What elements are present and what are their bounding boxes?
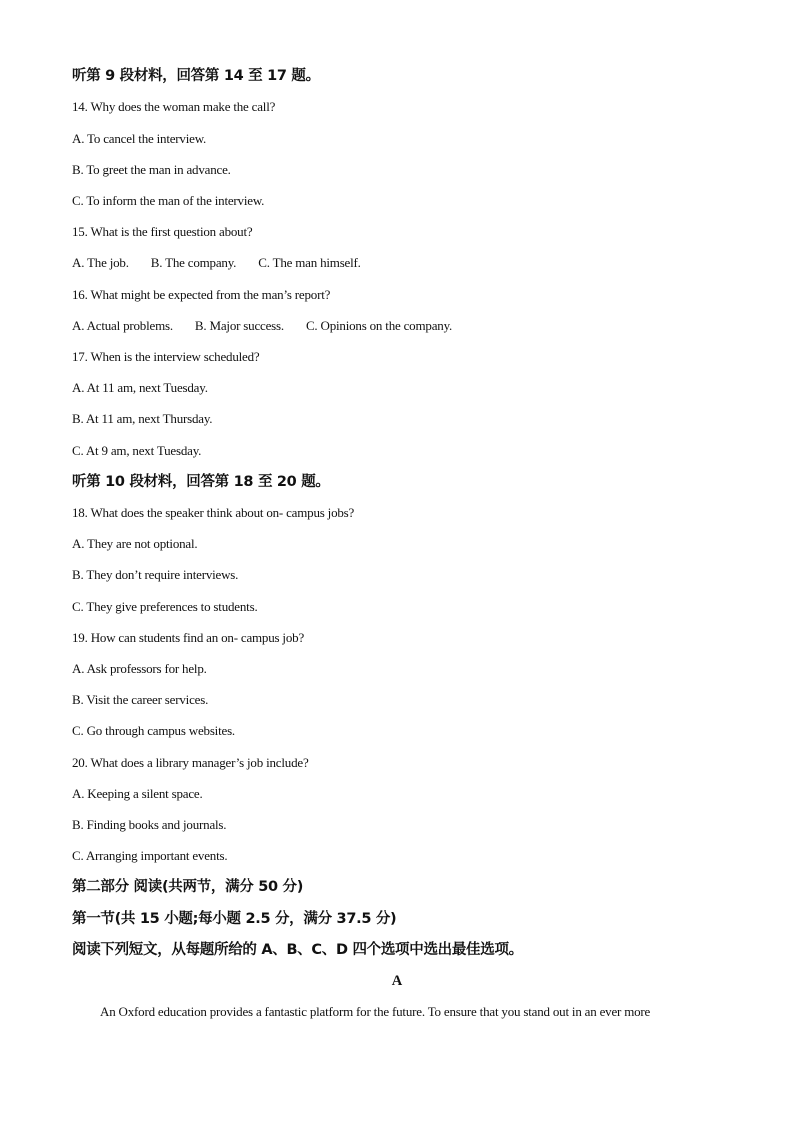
- part-2-heading: 第二部分 阅读(共两节，满分 50 分): [72, 879, 304, 895]
- question-16-option-b: B. Major success.: [194, 318, 284, 333]
- question-17-option-b: B. At 11 am, next Thursday.: [72, 411, 213, 426]
- reading-instruction: 阅读下列短文，从每题所给的 A、B、C、D 四个选项中选出最佳选项。: [72, 942, 523, 958]
- question-19-option-a: A. Ask professors for help.: [72, 661, 207, 676]
- section-1-heading: 第一节(共 15 小题;每小题 2.5 分，满分 37.5 分): [72, 911, 397, 927]
- question-17-option-a: A. At 11 am, next Tuesday.: [72, 380, 208, 395]
- question-16-option-a: A. Actual problems.: [72, 318, 173, 333]
- question-15-options: [72, 255, 361, 271]
- question-15-option-c: C. The man himself.: [258, 255, 361, 270]
- question-16-options: [72, 318, 452, 334]
- question-14-option-a: A. To cancel the interview.: [72, 131, 207, 146]
- question-19-stem: 19. How can students find an on- campus job?: [72, 630, 305, 645]
- question-18-option-a: A. They are not optional.: [72, 536, 198, 551]
- question-16-stem: 16. What might be expected from the man’s report?: [72, 287, 331, 302]
- question-20-option-c: C. Arranging important events.: [72, 848, 228, 863]
- question-14-stem: 14. Why does the woman make the call?: [72, 99, 276, 114]
- passage-title: A: [391, 973, 403, 989]
- question-20-stem: 20. What does a library manager’s job include?: [72, 755, 309, 770]
- question-16-option-c: C. Opinions on the company.: [305, 318, 453, 333]
- question-20-option-b: B. Finding books and journals.: [72, 817, 227, 832]
- question-20-option-a: A. Keeping a silent space.: [72, 786, 203, 801]
- section-10-heading: 听第 10 段材料，回答第 18 至 20 题。: [72, 474, 330, 490]
- question-18-stem: 18. What does the speaker think about on- campus jobs?: [72, 505, 355, 520]
- question-19-option-c: C. Go through campus websites.: [72, 723, 235, 738]
- question-14-option-c: C. To inform the man of the interview.: [72, 193, 265, 208]
- question-15-option-a: A. The job.: [72, 255, 129, 270]
- question-15-stem: 15. What is the first question about?: [72, 224, 253, 239]
- question-19-option-b: B. Visit the career services.: [72, 692, 209, 707]
- question-18-option-c: C. They give preferences to students.: [72, 599, 258, 614]
- question-17-stem: 17. When is the interview scheduled?: [72, 349, 260, 364]
- question-18-option-b: B. They don’t require interviews.: [72, 567, 239, 582]
- question-15-option-b: B. The company.: [150, 255, 237, 270]
- question-14-option-b: B. To greet the man in advance.: [72, 162, 231, 177]
- passage-first-line: An Oxford education provides a fantastic platform for the future. To ensure that you stand out in an ever more: [100, 1004, 651, 1019]
- section-9-heading: 听第 9 段材料，回答第 14 至 17 题。: [72, 68, 320, 84]
- question-17-option-c: C. At 9 am, next Tuesday.: [72, 443, 202, 458]
